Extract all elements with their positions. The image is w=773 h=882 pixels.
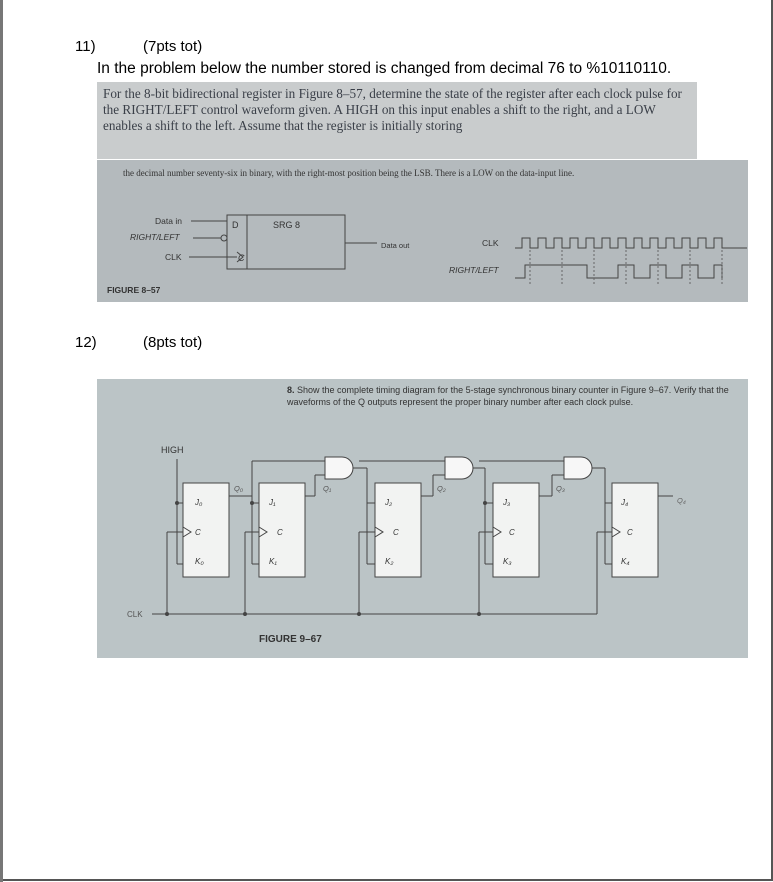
q12-points: (8pts tot) bbox=[143, 334, 203, 351]
ff2-q-label: Q₂ bbox=[437, 484, 446, 493]
wave-rl-label: RIGHT/LEFT bbox=[449, 265, 499, 275]
ff1-q-label: Q₁ bbox=[323, 484, 332, 493]
flipflop-1 bbox=[229, 483, 332, 616]
ff2-j-label: J₂ bbox=[385, 498, 393, 507]
ff3-k-label: K₃ bbox=[503, 557, 512, 566]
q12-problem-text: Show the complete timing diagram for the 5-stage synchronous binary counter in Figure 9–67. Verify that the waveforms of the Q outputs represent the proper binary number after each clock pulse. bbox=[287, 385, 729, 407]
ff0-k-label: K₀ bbox=[195, 557, 204, 566]
q11-problem-text: For the 8-bit bidirectional register in Figure 8–57, determine the state of the register after each clock pulse for the RIGHT/LEFT control waveform given. A HIGH on this input enables a shift to the right, and a LOW enables a shift to the left. Assume that the register is initially storing bbox=[103, 86, 682, 133]
right-left-waveform bbox=[515, 265, 722, 278]
data-out-label: Data out bbox=[381, 241, 410, 250]
figure-9-67 bbox=[97, 379, 748, 658]
right-left-label: RIGHT/LEFT bbox=[130, 232, 180, 242]
ff2-k-label: K₂ bbox=[385, 557, 394, 566]
ff1-c-label: C bbox=[277, 528, 283, 537]
q11-problem-text-cont: the decimal number seventy-six in binary, with the right-most position being the LSB. There is a LOW on the data-input line. bbox=[123, 168, 575, 178]
figure-8-57 bbox=[97, 160, 748, 302]
ff3-q-label: Q₃ bbox=[556, 484, 565, 493]
ff3-c-label: C bbox=[509, 528, 515, 537]
ff1-k-label: K₁ bbox=[269, 557, 277, 566]
srg8-c-label: C bbox=[238, 253, 245, 263]
q11-number: 11) bbox=[75, 38, 96, 55]
ff4-k-label: K₄ bbox=[621, 557, 630, 566]
q11-figure-photo bbox=[97, 160, 748, 302]
ff0-j-label: J₀ bbox=[195, 498, 203, 507]
ff0-q-label: Q₀ bbox=[234, 484, 243, 493]
wave-gridlines bbox=[530, 250, 722, 284]
q12-number: 12) bbox=[75, 334, 97, 351]
clk-waveform bbox=[515, 238, 747, 248]
ff4-c-label: C bbox=[627, 528, 633, 537]
ff3-j-label: J₃ bbox=[503, 498, 511, 507]
data-in-label: Data in bbox=[155, 216, 182, 226]
q11-intro: In the problem below the number stored is changed from decimal 76 to %10110110. bbox=[97, 60, 672, 77]
figure-8-57-caption: FIGURE 8–57 bbox=[107, 285, 161, 295]
srg8-d-label: D bbox=[232, 220, 239, 230]
flipflop-0 bbox=[167, 483, 243, 614]
clk-label: CLK bbox=[165, 252, 182, 262]
ff1-j-label: J₁ bbox=[269, 498, 276, 507]
ff4-j-label: J₄ bbox=[621, 498, 629, 507]
q11-problem-photo bbox=[97, 82, 697, 159]
right-left-bubble bbox=[221, 235, 227, 241]
figure-9-67-caption: FIGURE 9–67 bbox=[259, 634, 322, 645]
flipflop-4 bbox=[597, 468, 686, 614]
ff4-q-label: Q₄ bbox=[677, 496, 686, 505]
q11-points: (7pts tot) bbox=[143, 38, 203, 55]
ff2-c-label: C bbox=[393, 528, 399, 537]
clk-label: CLK bbox=[127, 610, 143, 619]
ff0-c-label: C bbox=[195, 528, 201, 537]
page-left-border bbox=[0, 0, 3, 882]
wave-clk-label: CLK bbox=[482, 238, 499, 248]
q12-problem-number: 8. bbox=[287, 385, 295, 395]
srg8-label: SRG 8 bbox=[273, 220, 301, 230]
high-label: HIGH bbox=[161, 445, 184, 455]
q12-figure-photo bbox=[97, 379, 748, 658]
